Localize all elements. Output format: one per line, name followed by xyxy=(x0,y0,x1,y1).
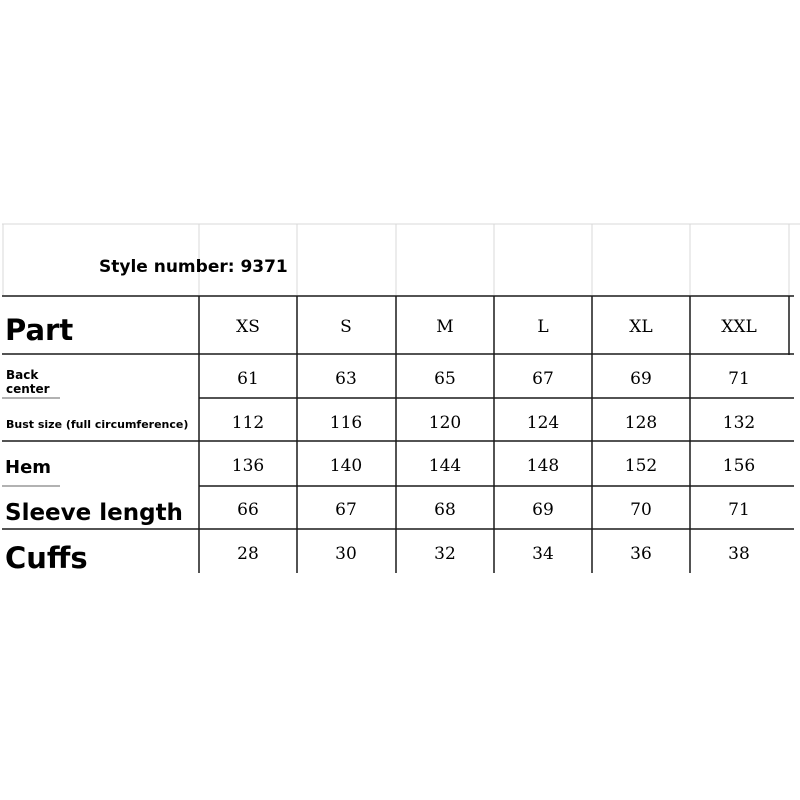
cell-sleeve-s: 67 xyxy=(335,500,357,520)
cell-bust-xs: 112 xyxy=(231,413,265,433)
cell-cuffs-s: 30 xyxy=(335,544,357,564)
cell-bust-xl: 128 xyxy=(624,413,658,433)
size-header-m: M xyxy=(436,317,454,337)
cell-sleeve-xl: 70 xyxy=(630,500,652,520)
cell-back-center-xs: 61 xyxy=(237,369,259,389)
cell-hem-m: 144 xyxy=(428,456,462,476)
cell-back-center-xxl: 71 xyxy=(728,369,750,389)
cell-cuffs-xxl: 38 xyxy=(728,544,750,564)
cell-hem-xxl: 156 xyxy=(722,456,756,476)
cell-sleeve-l: 69 xyxy=(532,500,554,520)
cell-bust-s: 116 xyxy=(329,413,363,433)
size-header-xs: XS xyxy=(236,317,260,337)
size-header-xl: XL xyxy=(629,317,653,337)
cell-hem-s: 140 xyxy=(329,456,363,476)
cell-bust-l: 124 xyxy=(526,413,560,433)
cell-cuffs-m: 32 xyxy=(434,544,456,564)
row-label-hem: Hem xyxy=(5,457,52,478)
cell-cuffs-l: 34 xyxy=(532,544,554,564)
cell-bust-m: 120 xyxy=(428,413,462,433)
row-label-bust-size: Bust size (full circumference) xyxy=(6,418,189,431)
cell-back-center-m: 65 xyxy=(434,369,456,389)
cell-sleeve-xs: 66 xyxy=(237,500,259,520)
cell-sleeve-xxl: 71 xyxy=(728,500,750,520)
cell-back-center-xl: 69 xyxy=(630,369,652,389)
style-number: Style number: 9371 xyxy=(99,257,288,277)
row-label-cuffs: Cuffs xyxy=(5,541,88,575)
cell-sleeve-m: 68 xyxy=(434,500,456,520)
cell-back-center-s: 63 xyxy=(335,369,357,389)
cell-hem-l: 148 xyxy=(526,456,560,476)
cell-back-center-l: 67 xyxy=(532,369,554,389)
cell-hem-xl: 152 xyxy=(624,456,658,476)
row-label-sleeve-length: Sleeve length xyxy=(5,500,183,526)
cell-hem-xs: 136 xyxy=(231,456,265,476)
size-header-l: L xyxy=(537,317,549,337)
cell-cuffs-xl: 36 xyxy=(630,544,652,564)
row-label-back-center-line2: center xyxy=(6,382,50,396)
size-header-xxl: XXL xyxy=(721,317,757,337)
part-header: Part xyxy=(5,313,74,347)
size-header-s: S xyxy=(340,317,352,337)
cell-cuffs-xs: 28 xyxy=(237,544,259,564)
cell-bust-xxl: 132 xyxy=(722,413,756,433)
row-label-back-center-line1: Back xyxy=(6,368,39,382)
